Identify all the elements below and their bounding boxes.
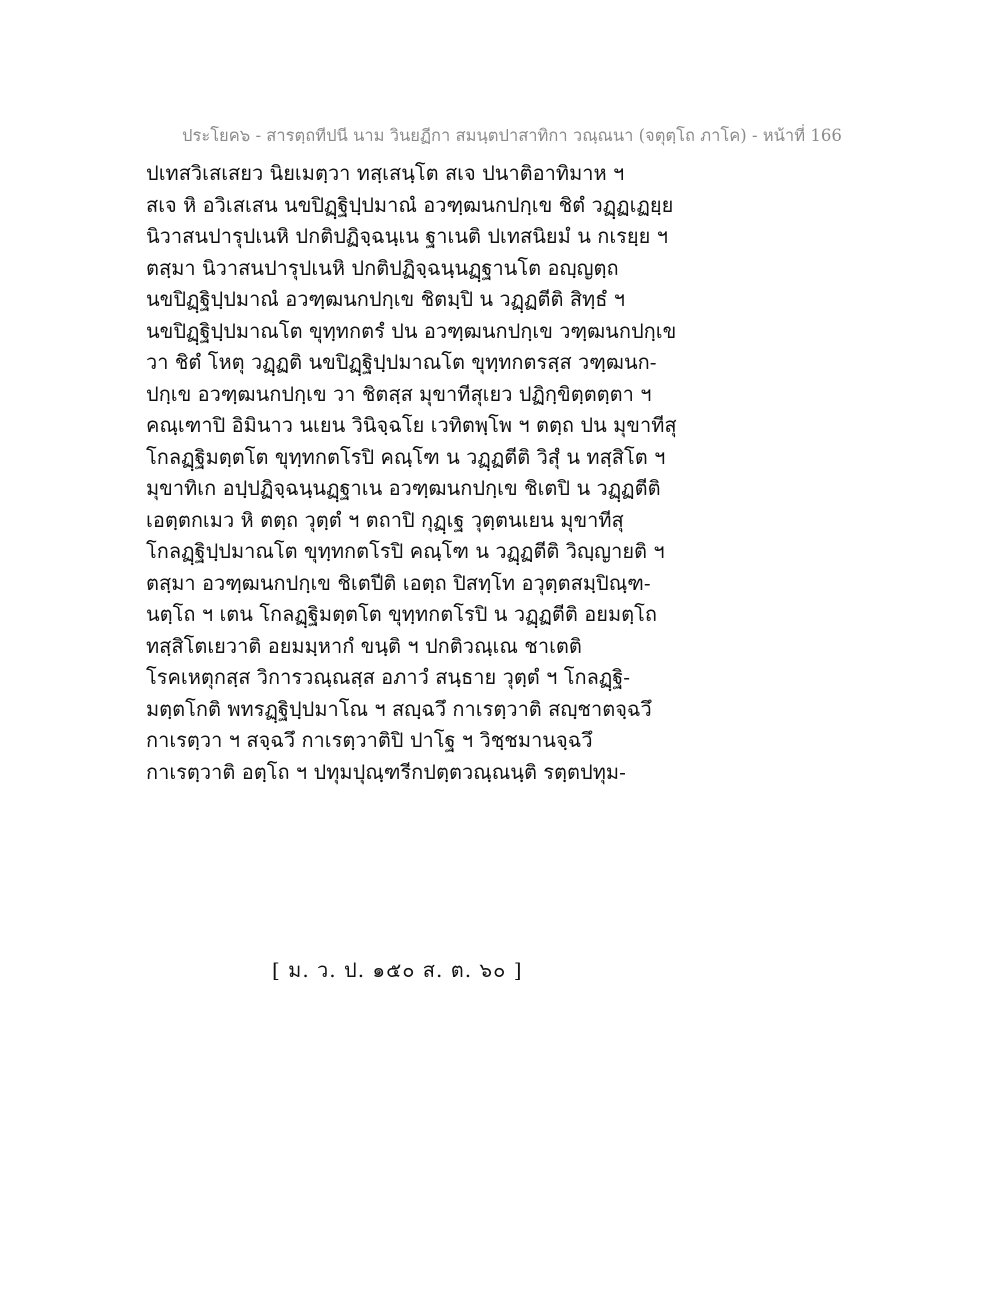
text-line: กาเรตฺวา ฯ สจฺฉวึ กาเรตฺวาติปิ ปาโฐ ฯ วิชฺชมานจฺฉวึ xyxy=(146,728,593,752)
text-line: กาเรตฺวาติ อตฺโถ ฯ ปทุมปุณฺฑรีกปตฺตวณฺณนฺติ รตฺตปทุม- xyxy=(146,759,626,784)
text-line: มตฺตโกติ พทรฏฺฐิปฺปมาโณ ฯ สญฺฉวึ กาเรตฺวาติ สญฺชาตจฺฉวึ xyxy=(146,696,652,721)
text-line: วา ชิตํ โหตุ วฏฺฏติ นขปิฏฺฐิปฺปมาณโต ขุทฺทกตรสฺส วฑฺฒนก- xyxy=(146,350,657,374)
text-line: ตสฺมา อวฑฺฒนกปกฺเข ชิเตปีติ เอตฺถ ปิสทฺโท อวุตฺตสมฺปิณฺฑ- xyxy=(146,570,651,595)
page-header: ประโยค๖ - สารตฺถทีปนี นาม วินยฏีกา สมนฺตปาสาทิกา วณฺณนา (จตุตฺโถ ภาโค) - หน้าที่ 166 xyxy=(182,126,842,145)
text-line: ทสฺสิโตเยวาติ อยมมฺหากํ ขนฺติ ฯ ปกติวณฺเณ ชาเตติ xyxy=(146,633,582,658)
reference-footnote: [ ม. ว. ป. ๑๕๐ ส. ต. ๖๐ ] xyxy=(272,958,523,982)
text-line: นิวาสนปารุปเนหิ ปกติปฏิจฺฉนฺเน ฐาเนติ ปเทสนิยมํ น กเรยฺย ฯ xyxy=(146,224,668,248)
text-line: โกลฏฺฐิมตฺตโต ขุทฺทกตโรปิ คณฺโฑ น วฏฺฏตีติ วิสุํ น ทสฺสิโต ฯ xyxy=(146,444,666,469)
text-line: นตฺโถ ฯ เตน โกลฏฺฐิมตฺตโต ขุทฺทกตโรปิ น วฏฺฏตีติ อยมตฺโถ xyxy=(146,602,658,626)
text-line: โรคเหตุกสฺส วิการวณฺณสฺส อภาวํ สนฺธาย วุตฺตํ ฯ โกลฏฺฐิ- xyxy=(146,665,631,689)
text-line: ตสฺมา นิวาสนปารุปเนหิ ปกติปฏิจฺฉนฺนฏฺฐานโต อญฺญตฺถ xyxy=(146,255,619,280)
text-line: นขปิฏฺฐิปฺปมาณโต ขุทฺทกตรํ ปน อวฑฺฒนกปกฺเข วฑฺฒนกปกฺเข xyxy=(146,318,677,343)
text-line: มุขาทิเก อปฺปฏิจฺฉนฺนฏฺฐาเน อวฑฺฒนกปกฺเข ชิเตปิ น วฏฺฏตีติ xyxy=(146,476,661,500)
text-line: ปกฺเข อวฑฺฒนกปกฺเข วา ชิตสฺส มุขาทีสุเยว ปฏิกฺขิตฺตตฺตา ฯ xyxy=(146,381,652,406)
text-line: สเจ หิ อวิเสเสน นขปิฏฺฐิปฺปมาณํ อวฑฺฒนกปกฺเข ชิตํ วฏฺฏเฏยฺย xyxy=(146,192,674,217)
text-line: คณฺเฑาปิ อิมินาว นเยน วินิจฺฉโย เวทิตพฺโพ ฯ ตตฺถ ปน มุขาทีสุ xyxy=(146,413,677,437)
text-line: ปเทสวิเสเสยว นิยเมตฺวา ทสฺเสนฺโต สเจ ปนาติอาทิมาห ฯ xyxy=(146,161,625,185)
text-line: นขปิฏฺฐิปฺปมาณํ อวฑฺฒนกปกฺเข ชิตมฺปิ น วฏฺฏตีติ สิทฺธํ ฯ xyxy=(146,287,626,311)
body-text xyxy=(146,158,846,788)
text-line: เอตฺตกเมว หิ ตตฺถ วุตฺตํ ฯ ตถาปิ กุฏฺเฐ วุตฺตนเยน มุขาทีสุ xyxy=(146,507,624,532)
text-line: โกลฏฺฐิปฺปมาณโต ขุทฺทกตโรปิ คณฺโฑ น วฏฺฏตีติ วิญฺญายติ ฯ xyxy=(146,539,665,563)
